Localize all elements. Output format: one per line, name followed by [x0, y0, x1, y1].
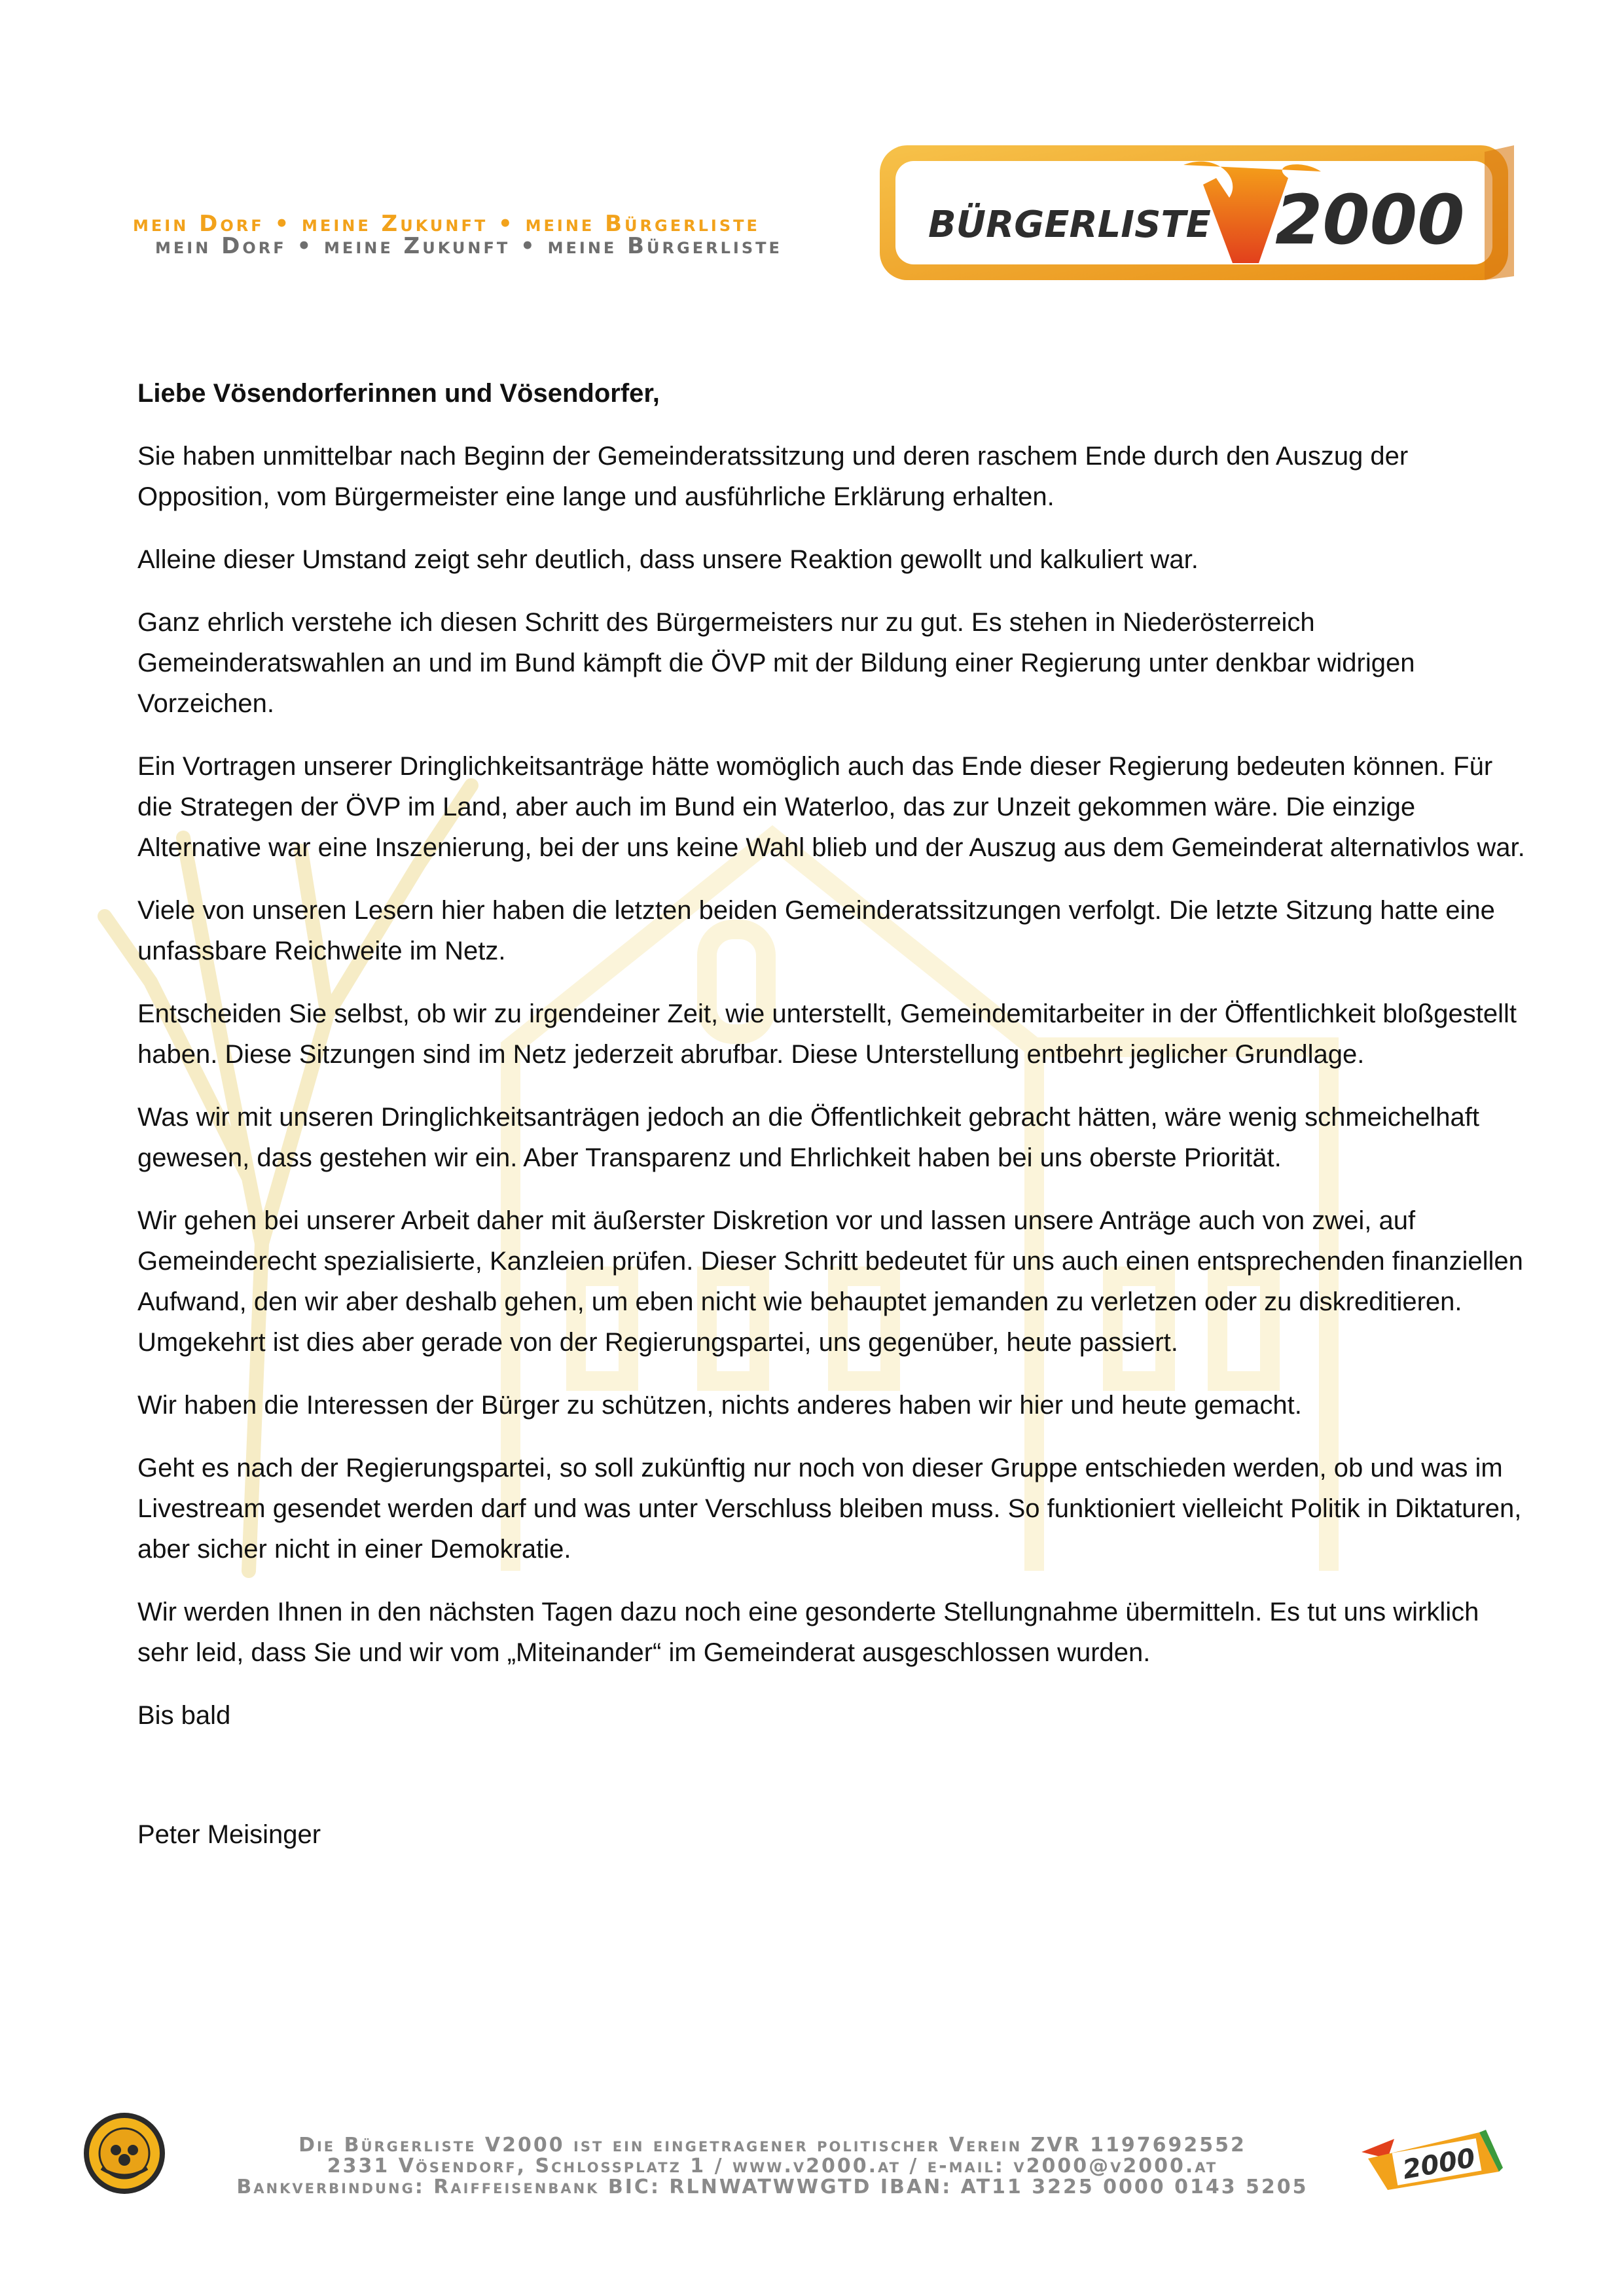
footer-logo-number: 2000: [1400, 2143, 1478, 2185]
seal-logo: [82, 2111, 167, 2196]
footer-line-bank: Bankverbindung: Raiffeisenbank BIC: RLNWATWWGTD IBAN: AT11 3225 0000 0143 5205: [236, 2176, 1308, 2198]
letter-signature: Peter Meisinger: [137, 1820, 321, 1849]
footer-info: [203, 2135, 1342, 2198]
buergerliste-v2000-logo: [876, 139, 1517, 287]
tagline-orange: mein Dorf • meine Zukunft • meine Bürgerliste: [133, 211, 760, 237]
logo-number: 2000: [1275, 180, 1465, 260]
letter-paragraph: Geht es nach der Regierungspartei, so soll zukünftig nur noch von dieser Gruppe entschieden werden, ob und was im Livestream gesendet werden darf und was unter Verschluss bleiben muss. So funktioniert vielleicht Politik in Diktaturen, aber sicher nicht in einer Demokratie.: [137, 1454, 1522, 1564]
letter-paragraph: Wir haben die Interessen der Bürger zu schützen, nichts anderes haben wir hier und heute gemacht.: [137, 1391, 1302, 1420]
letter-salutation: Liebe Vösendorferinnen und Vösendorfer,: [137, 379, 660, 408]
footer-line-association: Die Bürgerliste V2000 ist ein eingetragener politischer Verein ZVR 1197692552: [298, 2134, 1246, 2157]
letter-paragraph: Viele von unseren Lesern hier haben die letzten beiden Gemeinderatssitzungen verfolgt. Die letzte Sitzung hatte eine unfassbare Reichweite im Netz.: [137, 896, 1495, 965]
tagline-grey: mein Dorf • meine Zukunft • meine Bürgerliste: [155, 233, 782, 259]
letter-paragraph: Was wir mit unseren Dringlichkeitsanträgen jedoch an die Öffentlichkeit gebracht hätten, wäre wenig schmeichelhaft gewesen, dass gestehen wir ein. Aber Transparenz und Ehrlichkeit haben bei uns oberste Priorität.: [137, 1103, 1479, 1172]
footer-small-logo: [1348, 2113, 1506, 2197]
letter-paragraph: Wir werden Ihnen in den nächsten Tagen dazu noch eine gesonderte Stellungnahme übermitteln. Es tut uns wirklich sehr leid, dass Sie und wir vom „Miteinander“ im Gemeinderat ausgeschlossen wurden.: [137, 1598, 1479, 1667]
letter-body: [137, 373, 1525, 1877]
logo-word: BÜRGERLISTE: [928, 204, 1211, 246]
letter-closing: Bis bald: [137, 1701, 231, 1730]
letter-paragraph: Ganz ehrlich verstehe ich diesen Schritt des Bürgermeisters nur zu gut. Es stehen in Niederösterreich Gemeinderatswahlen an und im Bund kämpft die ÖVP mit der Bildung einer Regierung unter denkbar widrigen Vorzeichen.: [137, 608, 1415, 718]
letter-paragraph: Sie haben unmittelbar nach Beginn der Gemeinderatssitzung und deren raschem Ende durch den Auszug der Opposition, vom Bürgermeister eine lange und ausführliche Erklärung erhalten.: [137, 442, 1409, 511]
header-tagline: [133, 211, 782, 259]
letter-paragraph: Wir gehen bei unserer Arbeit daher mit äußerster Diskretion vor und lassen unsere Anträge auch von zwei, auf Gemeinderecht spezialisierte, Kanzleien prüfen. Dieser Schritt bedeutet für uns auch einen entsprechenden finanziellen Aufwand, den wir aber deshalb gehen, um eben nicht wie behauptet jemanden zu verletzen oder zu diskreditieren. Umgekehrt ist dies aber gerade von der Regierungspartei, uns gegenüber, heute passiert.: [137, 1206, 1523, 1357]
letter-paragraph: Alleine dieser Umstand zeigt sehr deutlich, dass unsere Reaktion gewollt und kalkuliert war.: [137, 545, 1199, 574]
letter-paragraph: Entscheiden Sie selbst, ob wir zu irgendeiner Zeit, wie unterstellt, Gemeindemitarbeiter in der Öffentlichkeit bloßgestellt haben. Diese Sitzungen sind im Netz jederzeit abrufbar. Diese Unterstellung entbehrt jeglicher Grundlage.: [137, 999, 1517, 1069]
footer-line-address: 2331 Vösendorf, Schlossplatz 1 / www.v2000.at / e-mail: v2000@v2000.at: [327, 2155, 1218, 2178]
letter-paragraph: Ein Vortragen unserer Dringlichkeitsanträge hätte womöglich auch das Ende dieser Regierung bedeuten können. Für die Strategen der ÖVP im Land, aber auch im Bund ein Waterloo, das zur Unzeit gekommen wäre. Die einzige Alternative war eine Inszenierung, bei der uns keine Wahl blieb und der Auszug aus dem Gemeinderat alternativlos war.: [137, 752, 1525, 862]
